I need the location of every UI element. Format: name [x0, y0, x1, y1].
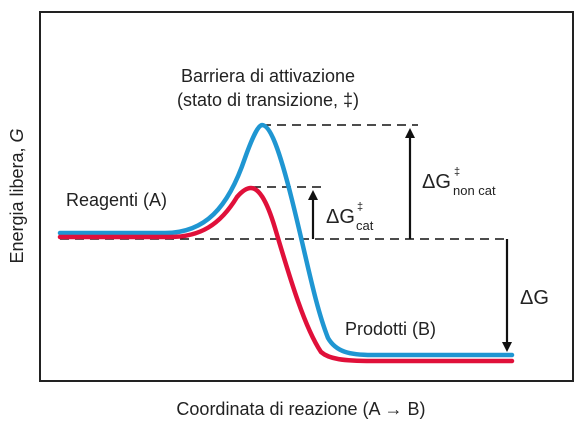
delta-g-noncat-label: ΔG [422, 171, 451, 193]
uncatalyzed-curve [60, 125, 512, 355]
delta-g-cat-sup: ‡ [357, 201, 364, 213]
delta-g-noncat-sup: ‡ [454, 166, 461, 178]
delta-g-cat-label: ΔG [326, 206, 355, 228]
products-label: Prodotti (B) [345, 319, 437, 339]
barrier-label-line2: (stato di transizione, ‡) [176, 90, 360, 110]
y-axis-label: Energia libera, G [7, 128, 27, 264]
delta-g-label: ΔG [520, 287, 549, 309]
delta-g-noncat-sub: non cat [453, 183, 496, 198]
x-axis-label: Coordinata di reazione (A → B) [176, 399, 426, 419]
arrows [313, 133, 507, 347]
barrier-label-line1: Barriera di attivazione [180, 66, 356, 86]
delta-g-cat-sub: cat [356, 218, 374, 233]
catalyzed-curve [60, 188, 512, 361]
reactants-label: Reagenti (A) [66, 190, 168, 210]
